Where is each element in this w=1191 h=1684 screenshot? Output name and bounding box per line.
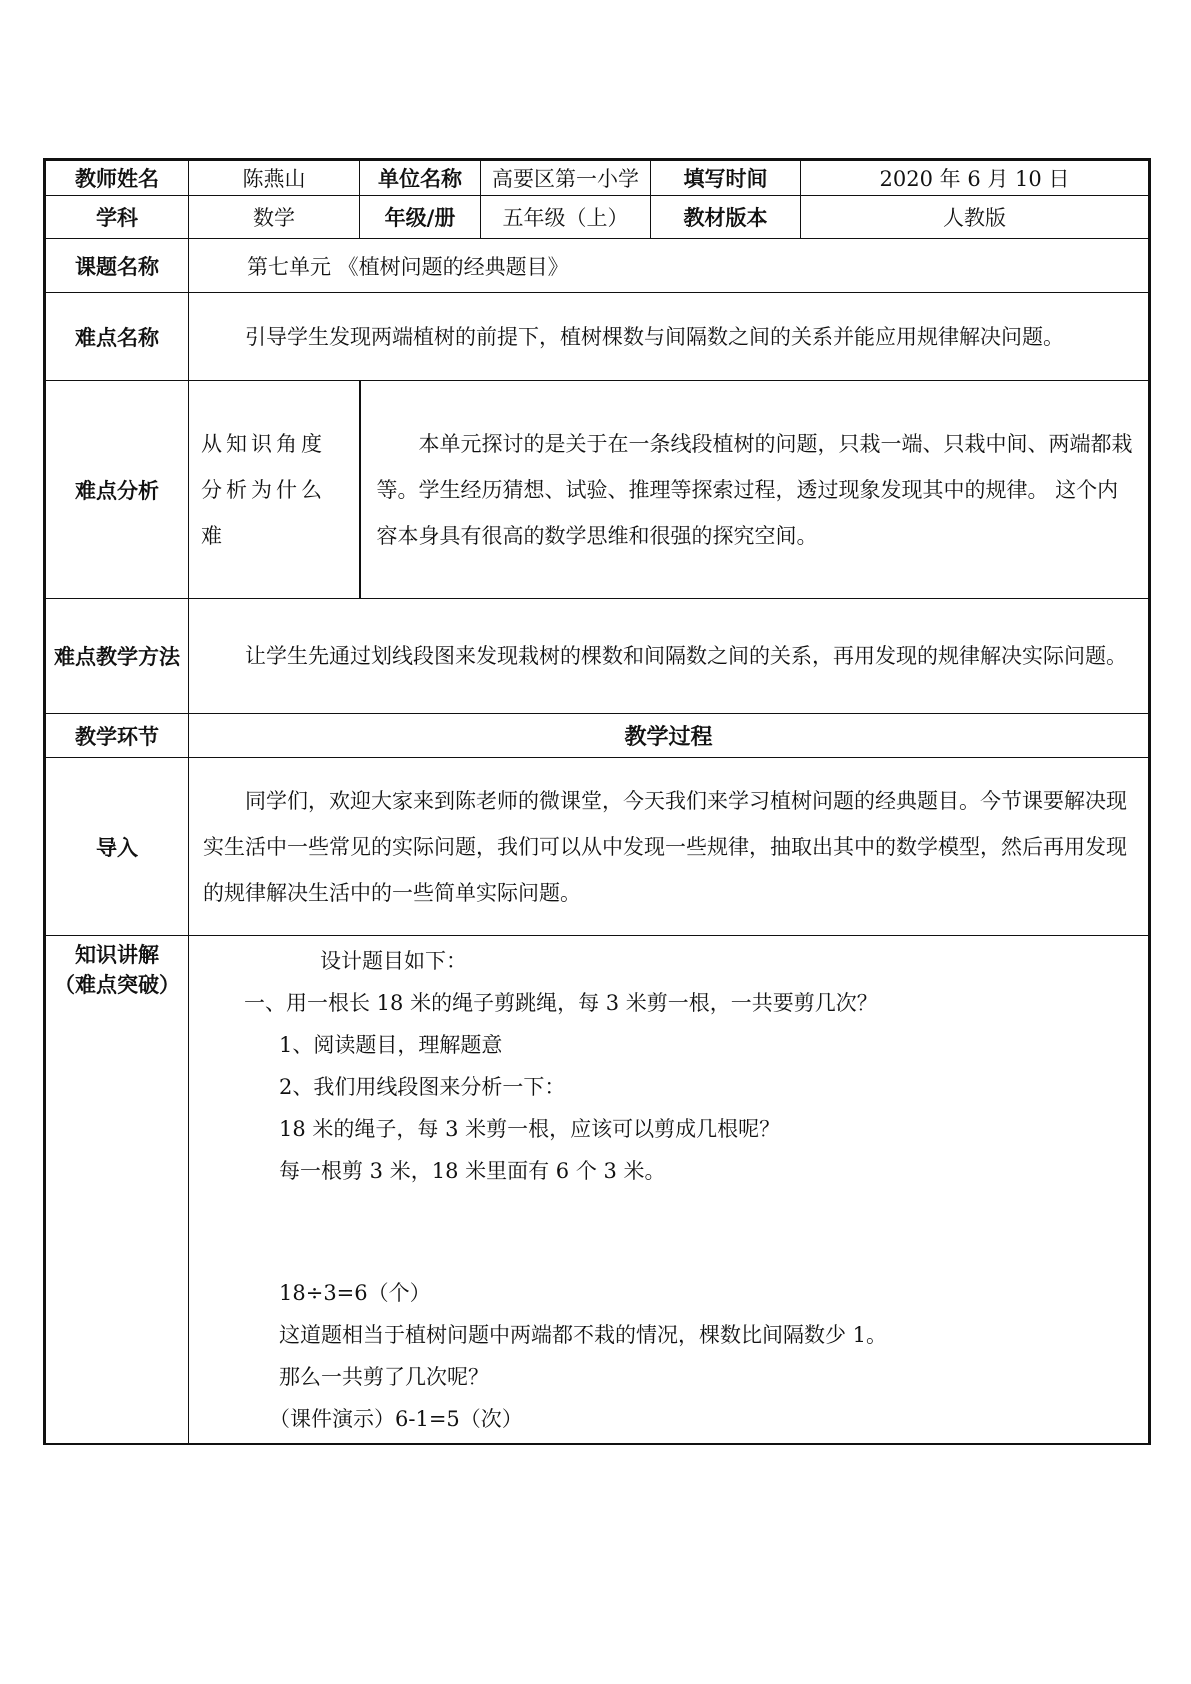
knowledge-line: 2、我们用线段图来分析一下：	[279, 1075, 566, 1099]
textbook-value: 人教版	[801, 196, 1150, 239]
analysis-value: 本单元探讨的是关于在一条线段植树的问题，只栽一端、只栽中间、两端都栽等。学生经历猜想、试验、推理等探索过程，透过现象发现其中的规律。 这个内容本身具有很高的数学思维和很强的探究空间。	[360, 381, 1150, 599]
analysis-label: 难点分析	[45, 381, 189, 599]
fill-date-label: 填写时间	[651, 160, 801, 196]
method-value: 让学生先通过划线段图来发现栽树的棵数和间隔数之间的关系，再用发现的规律解决实际问题。	[189, 599, 1150, 714]
difficulty-value: 引导学生发现两端植树的前提下，植树棵数与间隔数之间的关系并能应用规律解决问题。	[189, 293, 1150, 381]
unit-name-value: 高要区第一小学	[481, 160, 651, 196]
knowledge-line: 设计题目如下：	[320, 949, 467, 973]
grade-value: 五年级（上）	[481, 196, 651, 239]
grade-label: 年级/册	[360, 196, 481, 239]
knowledge-line: 18÷3=6（个）	[279, 1281, 431, 1305]
knowledge-label-line1: 知识讲解	[75, 943, 159, 967]
knowledge-line: 每一根剪 3 米，18 米里面有 6 个 3 米。	[279, 1159, 666, 1183]
knowledge-content	[189, 936, 1150, 1444]
teacher-name-label: 教师姓名	[45, 160, 189, 196]
fill-date-value: 2020 年 6 月 10 日	[801, 160, 1150, 196]
method-label: 难点教学方法	[45, 599, 189, 714]
knowledge-label-line2: （难点突破）	[54, 973, 180, 997]
knowledge-line: 一、用一根长 18 米的绳子剪跳绳，每 3 米剪一根，一共要剪几次？	[244, 991, 878, 1015]
unit-name-label: 单位名称	[360, 160, 481, 196]
knowledge-line: 那么一共剪了几次呢？	[279, 1365, 489, 1389]
lesson-plan-form	[43, 158, 1148, 1445]
knowledge-line: 1、阅读题目，理解题意	[279, 1033, 503, 1057]
topic-value: 第七单元 《植树问题的经典题目》	[189, 239, 1150, 293]
subject-value: 数学	[189, 196, 360, 239]
process-label: 教学环节	[45, 714, 189, 758]
knowledge-line: 18 米的绳子，每 3 米剪一根，应该可以剪成几根呢？	[279, 1117, 781, 1141]
lesson-plan-table	[43, 158, 1151, 1445]
knowledge-line: （课件演示）6-1=5（次）	[269, 1407, 523, 1431]
process-title: 教学过程	[189, 714, 1150, 758]
intro-label: 导入	[45, 758, 189, 936]
intro-value: 同学们，欢迎大家来到陈老师的微课堂，今天我们来学习植树问题的经典题目。今节课要解决现实生活中一些常见的实际问题，我们可以从中发现一些规律，抽取出其中的数学模型，然后再用发现的规律解决生活中的一些简单实际问题。	[189, 758, 1150, 936]
line-diagram-space	[189, 1192, 1148, 1272]
teacher-name-value: 陈燕山	[189, 160, 360, 196]
topic-label: 课题名称	[45, 239, 189, 293]
knowledge-label	[45, 936, 189, 1444]
knowledge-line: 这道题相当于植树问题中两端都不栽的情况，棵数比间隔数少 1。	[279, 1323, 888, 1347]
analysis-sub-label: 从知识角度分析为什么难	[189, 381, 360, 599]
difficulty-label: 难点名称	[45, 293, 189, 381]
textbook-label: 教材版本	[651, 196, 801, 239]
subject-label: 学科	[45, 196, 189, 239]
